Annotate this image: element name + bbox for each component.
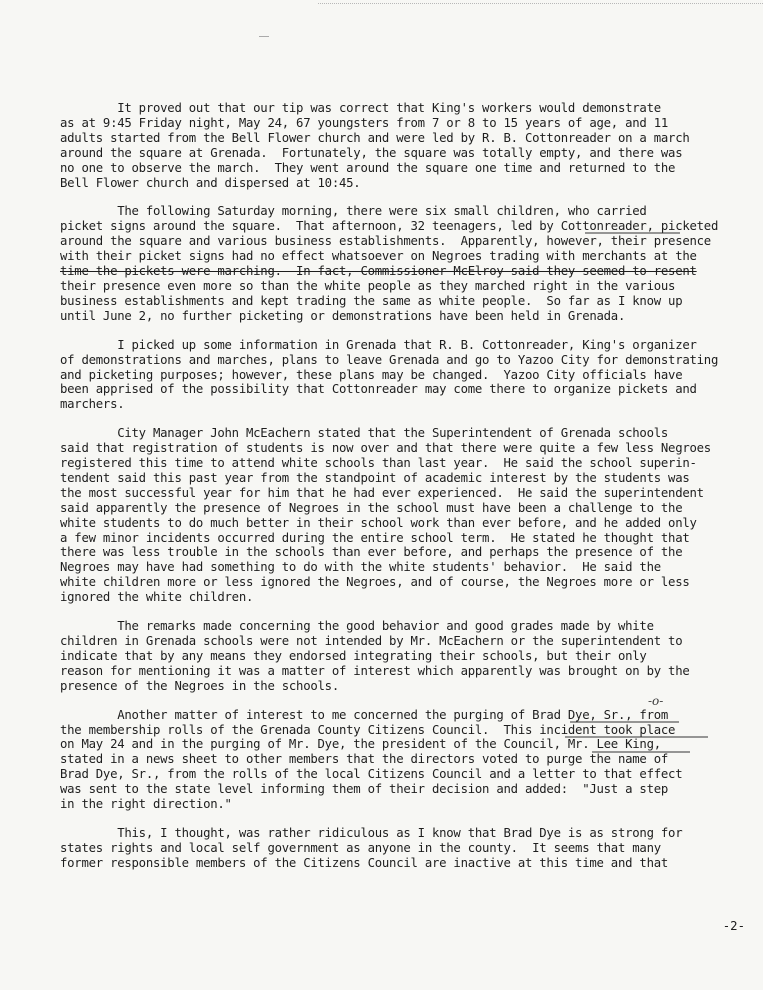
text-line: the membership rolls of the Grenada County Citizens Council. This incident took place — [60, 722, 676, 737]
text-line: there was less trouble in the schools than ever before, and perhaps the presence of the — [60, 545, 683, 560]
text-line: Another matter of interest to me concerned the purging of Brad Dye, Sr., from — [60, 707, 669, 722]
text-line: reason for mentioning it was a matter of interest which apparently was brought on by the — [60, 663, 690, 678]
text-line: as at 9:45 Friday night, May 24, 67 youngsters from 7 or 8 to 15 years of age, and 11 — [60, 115, 669, 130]
text-line: business establishments and kept trading the same as white people. So far as I know up — [60, 293, 683, 308]
text-line: children in Grenada schools were not intended by Mr. McEachern or the superintendent to — [60, 634, 683, 648]
text-line: said apparently the presence of Negroes in the school must have been a challenge to the — [60, 500, 683, 515]
text-line: no one to observe the march. They went around the square one time and returned to the — [60, 160, 676, 175]
text-line: Negroes may have had something to do with the white students' behavior. He said the — [60, 560, 661, 575]
text-line: until June 2, no further picketing or demonstrations have been held in Grenada. — [60, 308, 626, 323]
text-line: It proved out that our tip was correct that King's workers would demonstrate — [60, 101, 661, 115]
text-line: on May 24 and in the purging of Mr. Dye, the president of the Council, Mr. Lee King, — [60, 737, 661, 752]
text-line: This, I thought, was rather ridiculous as I know that Brad Dye is as strong for — [60, 825, 683, 840]
text-line: states rights and local self government as anyone in the county. It seems that many — [60, 840, 661, 855]
text-line: was sent to the state level informing them of their decision and added: "Just a step — [60, 782, 669, 797]
text-line: The remarks made concerning the good behavior and good grades made by white — [60, 619, 654, 634]
top-edge-rule — [318, 3, 763, 4]
text-line: with their picket signs had no effect whatsoever on Negroes trading with merchants at the — [60, 249, 697, 264]
text-line: been apprised of the possibility that Cottonreader may come there to organize pickets and — [60, 382, 697, 397]
text-line: a few minor incidents occurred during the entire school term. He stated he thought that — [60, 530, 690, 545]
page-number: -2- — [722, 919, 745, 933]
document-body — [60, 101, 760, 885]
text-line: white children more or less ignored the Negroes, and of course, the Negroes more or less — [60, 575, 690, 590]
text-line: in the right direction." — [60, 797, 232, 812]
paragraph-3 — [60, 338, 760, 413]
text-line: marchers. — [60, 397, 125, 412]
text-line: registered this time to attend white schools than last year. He said the school superin- — [60, 456, 697, 471]
text-line: I picked up some information in Grenada that R. B. Cottonreader, King's organizer — [60, 337, 697, 352]
paragraph-4 — [60, 426, 760, 605]
paragraph-7 — [60, 826, 760, 871]
paragraph-2 — [60, 204, 760, 323]
text-line: Brad Dye, Sr., from the rolls of the local Citizens Council and a letter to that effect — [60, 767, 683, 782]
text-line: tendent said this past year from the standpoint of academic interest by the students was — [60, 470, 690, 485]
text-line: stated in a news sheet to other members that the directors voted to purge the name of — [60, 752, 669, 767]
paragraph-5 — [60, 619, 760, 694]
text-line: adults started from the Bell Flower church and were led by R. B. Cottonreader on a march — [60, 130, 690, 145]
paragraph-1 — [60, 101, 760, 190]
text-line: picket signs around the square. That afternoon, 32 teenagers, led by Cottonreader, picketed — [60, 219, 719, 234]
handwritten-mark: -o- — [648, 694, 664, 708]
text-line: their presence even more so than the white people as they marched right in the various — [60, 278, 676, 293]
text-line-struck: time the pickets were marching. In fact, Commissioner McElroy said they seemed to resent — [60, 264, 697, 279]
text-line: the most successful year for him that he had ever experienced. He said the superintendent — [60, 485, 704, 500]
text-line: said that registration of students is now over and that there were quite a few less Negroes — [60, 441, 711, 456]
text-line: Bell Flower church and dispersed at 10:45. — [60, 175, 361, 190]
text-line: and picketing purposes; however, these plans may be changed. Yazoo City officials have — [60, 367, 683, 382]
text-line: The following Saturday morning, there were six small children, who carried — [60, 204, 647, 219]
text-line: around the square and various business establishments. Apparently, however, their presence — [60, 234, 711, 249]
header-dash — [259, 36, 269, 37]
text-line: indicate that by any means they endorsed integrating their schools, but their only — [60, 648, 647, 663]
text-line: of demonstrations and marches, plans to leave Grenada and go to Yazoo City for demonstrating — [60, 352, 719, 367]
text-line: former responsible members of the Citizens Council are inactive at this time and that — [60, 855, 669, 870]
text-line: City Manager John McEachern stated that the Superintendent of Grenada schools — [60, 426, 669, 441]
text-line: white students to do much better in their school work than ever before, and he added only — [60, 515, 697, 530]
text-line: ignored the white children. — [60, 590, 254, 605]
text-line: presence of the Negroes in the schools. — [60, 678, 339, 693]
paragraph-6 — [60, 708, 760, 812]
text-line: around the square at Grenada. Fortunately, the square was totally empty, and there was — [60, 145, 683, 160]
